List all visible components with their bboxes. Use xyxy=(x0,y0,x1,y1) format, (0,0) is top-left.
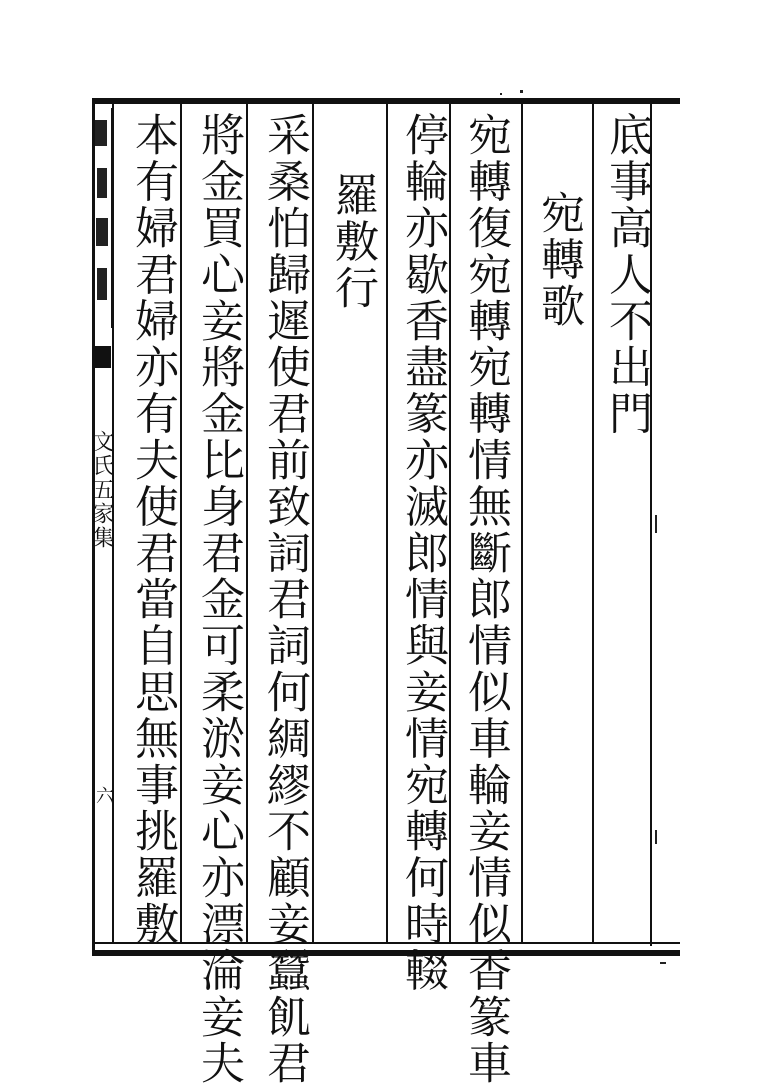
bottom-border-rule xyxy=(92,950,680,956)
page-number: 六 xyxy=(93,786,114,807)
text-column-1: 底事高人不出門 xyxy=(601,112,652,437)
ink-speck xyxy=(520,90,523,93)
fold-ornament xyxy=(93,108,113,328)
column-divider xyxy=(386,104,388,942)
fold-glyph-fragment xyxy=(97,268,107,300)
ink-speck xyxy=(500,93,502,95)
column-divider xyxy=(521,104,523,942)
ink-speck xyxy=(655,830,657,844)
column-divider xyxy=(592,104,594,942)
ink-speck xyxy=(655,515,657,533)
text-column-7: 將金買心妾將金比身君金可柔淤妾心亦漂淪妾夫 xyxy=(193,112,244,1086)
fold-glyph-fragment xyxy=(96,218,108,246)
text-column-2-heading: 宛轉歌 xyxy=(533,190,584,330)
text-column-3: 宛轉復宛轉宛轉情無斷郎情似車輪妾情似香篆車 xyxy=(460,112,511,1086)
text-column-4: 停輪亦歇香盡篆亦滅郎情與妾情宛轉何時輟 xyxy=(397,112,448,994)
fold-glyph-fragment xyxy=(95,120,107,146)
fold-glyph-fragment xyxy=(97,168,107,198)
ink-speck xyxy=(660,962,666,964)
text-column-6: 采桑怕歸遲使君前致詞君詞何綢繆不顧妾蠶飢君 xyxy=(259,112,310,1086)
fish-tail-mark xyxy=(93,346,111,368)
text-column-5-heading: 羅敷行 xyxy=(327,172,378,312)
book-title-margin: 文氏五家集 xyxy=(89,430,114,550)
text-column-8: 本有婦君婦亦有夫使君當自思無事挑羅敷 xyxy=(127,112,178,948)
